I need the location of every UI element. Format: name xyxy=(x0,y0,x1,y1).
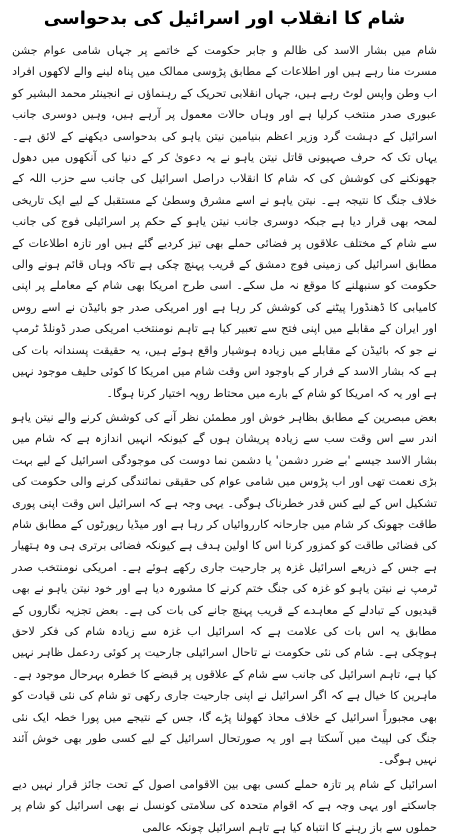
article-paragraph: اسرائیل کے شام پر تازہ حملے کسی بھی بین الاقوامی اصول کے تحت جائز قرار نہیں دیے جاسکتے اور یہی وجہ ہے کہ اقوام متحدہ کی سلامتی کونسل نے بھی اسرائیل کو شام پر حملوں سے باز رہنے کا انتباہ کیا ہے تاہم اسرائیل چونکہ عالمی xyxy=(12,777,437,834)
article-body xyxy=(12,40,437,838)
article-paragraph: شام میں بشار الاسد کی ظالم و جابر حکومت کے خاتمے پر جہاں شامی عوام جشن مسرت منا رہے ہیں اور اطلاعات کے مطابق پڑوسی ممالک میں پناہ لینے والے لاکھوں افراد اب وطن واپس لوٹ رہے ہیں، جہاں انقلابی تحریک کے رہنماؤں نے انجینئر محمد البشیر کو عبوری صدر منتخب کرلیا ہے اور وہاں حالات معمول پر آرہے ہیں، وہیں دوسری جانب اسرائیل کے دہشت گرد وزیر اعظم بنیامین نیتن یاہو کی بدحواسی دیکھنے کے لائق ہے۔ یہاں تک کہ حرف صہیونی قاتل نیتن یاہو نے یہ دعویٰ کر کے دنیا کی آنکھوں میں دھول جھونکنے کی کوشش کی کہ شام کا انقلاب دراصل اسرائیل کی جانب سے حزب اللہ کے خلاف جنگ کا نتیجہ ہے۔ نیتن یاہو نے اسے مشرق وسطیٰ کے مستقبل کے لیے ایک تاریخی لمحہ بھی قرار دیا ہے جبکہ دوسری جانب نیتن یاہو کے حکم پر اسرائیلی فوج کی جانب سے شام کے مختلف علاقوں پر فضائی حملے بھی تیز کردیے گئے ہیں اور تازہ اطلاعات کے مطابق اسرائیل کی زمینی فوج دمشق کے قریب پہنچ چکی ہے تاکہ وہاں قائم ہونے والی حکومت کو سنبھلنے کا موقع نہ مل سکے۔ اسی طرح امریکا بھی شام کے معاملے پر اپنی کامیابی کا ڈھنڈورا پیٹنے کی کوشش کر رہا ہے اور امریکی صدر جو بائیڈن نے اسے روس اور ایران کے مقابلے میں اپنی فتح سے تعبیر کیا ہے تاہم نومنتخب امریکی صدر ڈونلڈ ٹرمپ نے جو کہ بائیڈن کے مقابلے میں زیادہ ہوشیار واقع ہوئے ہیں، یہ حقیقت پسندانہ بات کی ہے کہ بشار الاسد کے فرار کے باوجود اس وقت شام میں امریکا کا کوئی حلیف موجود نہیں ہے اور یہ کہ امریکا کو شام کے بارے میں محتاط رویہ اختیار کرنا ہوگا۔ xyxy=(12,44,437,400)
article-title: شام کا انقلاب اور اسرائیل کی بدحواسی xyxy=(43,8,406,29)
article-paragraph: بعض مبصرین کے مطابق بظاہر خوش اور مطمئن نظر آنے کی کوشش کرنے والے نیتن یاہو اندر سے اس وقت سب سے زیادہ پریشان ہوں گے کیونکہ انہیں اندازہ ہے کہ شام میں بشار الاسد جیسے 'بے ضرر دشمن' یا دشمن نما دوست کی موجودگی اسرائیل کے لیے بہت بڑی نعمت تھی اور اب پڑوس میں شامی عوام کی حقیقی نمائندگی کرنے والی حکومت کی تشکیل اس کے لیے کس قدر خطرناک ہوگی۔ یہی وجہ ہے کہ اسرائیل اس وقت اپنی پوری طاقت جھونک کر شام میں جارحانہ کارروائیاں کر رہا ہے اور میڈیا رپورٹوں کے مطابق شام کی فضائی طاقت کو کمزور کرنا اس کا اولین ہدف ہے کیونکہ فضائی برتری ہی وہ ہتھیار ہے جس کے ذریعے اسرائیل غزہ پر جارحیت جاری رکھے ہوئے ہے۔ امریکی نومنتخب صدر ٹرمپ نے نیتن یاہو کو غزہ کی جنگ ختم کرنے کا مشورہ دیا ہے اور خود نیتن یاہو نے بھی قیدیوں کے تبادلے کے معاہدے کے قریب پہنچ جانے کی بات کی ہے۔ بعض تجزیہ نگاروں کے مطابق یہ اس بات کی علامت ہے کہ اسرائیل اب غزہ سے زیادہ شام کی فکر لاحق ہوچکی ہے۔ شام کی نئی حکومت نے تاحال اسرائیلی جارحیت پر کوئی ردعمل ظاہر نہیں کیا ہے، تاہم اسرائیل کی جانب سے شام کے علاقوں پر قبضے کا خطرہ بہرحال موجود ہے۔ ماہرین کا خیال ہے کہ اگر اسرائیل نے اپنی جارحیت جاری رکھی تو شام کی نئی قیادت کو بھی مجبوراً اسرائیل کے خلاف محاذ کھولنا پڑے گا، جس کے نتیجے میں پورا خطہ ایک نئی جنگ کی لپیٹ میں آسکتا ہے اور یہ صورتحال اسرائیل کے لیے کسی طور بھی خوش آئند نہیں ہوگی۔ xyxy=(12,410,437,767)
